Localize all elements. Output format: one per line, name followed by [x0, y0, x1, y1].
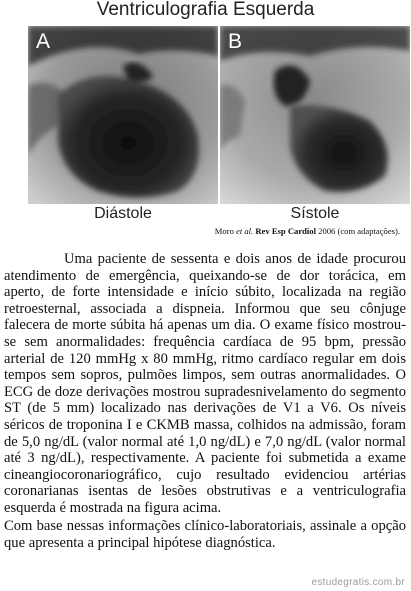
question-prompt-paragraph: Com base nessas informações clínico-laboratoriais, assinale a opção que apresenta a principal hipótese diagnóstica. [4, 518, 406, 551]
diastole-angiogram-image [28, 26, 218, 204]
diastole-caption: Diástole [94, 205, 152, 222]
panel-a-label: A [36, 30, 51, 53]
figure-title: Ventriculografia Esquerda [96, 0, 315, 20]
source-authors: Moro [214, 226, 237, 236]
site-watermark: estudegratis.com.br [311, 577, 405, 588]
source-note: 2006 (com adaptações). [316, 226, 400, 236]
source-etal: et al. [236, 226, 254, 236]
systole-angiogram-image [220, 26, 410, 204]
source-journal: Rev Esp Cardiol [253, 226, 316, 236]
systole-caption: Sístole [290, 205, 340, 222]
panel-b-label: B [228, 30, 243, 53]
case-description-paragraph: Uma paciente de sessenta e dois anos de idade procurou atendimento de emergência, queixando-se de dor torácica, em aperto, de forte intensidade e início súbito, localizada na região retroesternal, associada a dispneia. Informou que seu cônjuge falecera de morte súbita há apenas um dia. O exame físico mostrou-se sem anormalidades: frequência cardíaca de 95 bpm, pressão arterial de 120 mmHg x 80 mmHg, ritmo cardíaco regular em dois tempos sem sopros, pulmões limpos, sem outras anormalidades. O ECG de doze derivações mostrou supradesnivelamento do segmento ST (de 5 mm) localizado nas derivações de V1 a V6. Os níveis séricos de troponina I e CKMB massa, colhidos na admissão, foram de 5,0 ng/dL (valor normal até 1,0 ng/dL) e 7,0 ng/dL (valor normal até 3 ng/dL), respectivamente. A paciente foi submetida a exame cineangiocoronariográfico, cujo resultado evidenciou artérias coronarianas isentas de lesões obstrutivas e a ventriculografia esquerda é mostrada na figura acima. [4, 251, 406, 516]
figure-source-citation [0, 226, 400, 236]
